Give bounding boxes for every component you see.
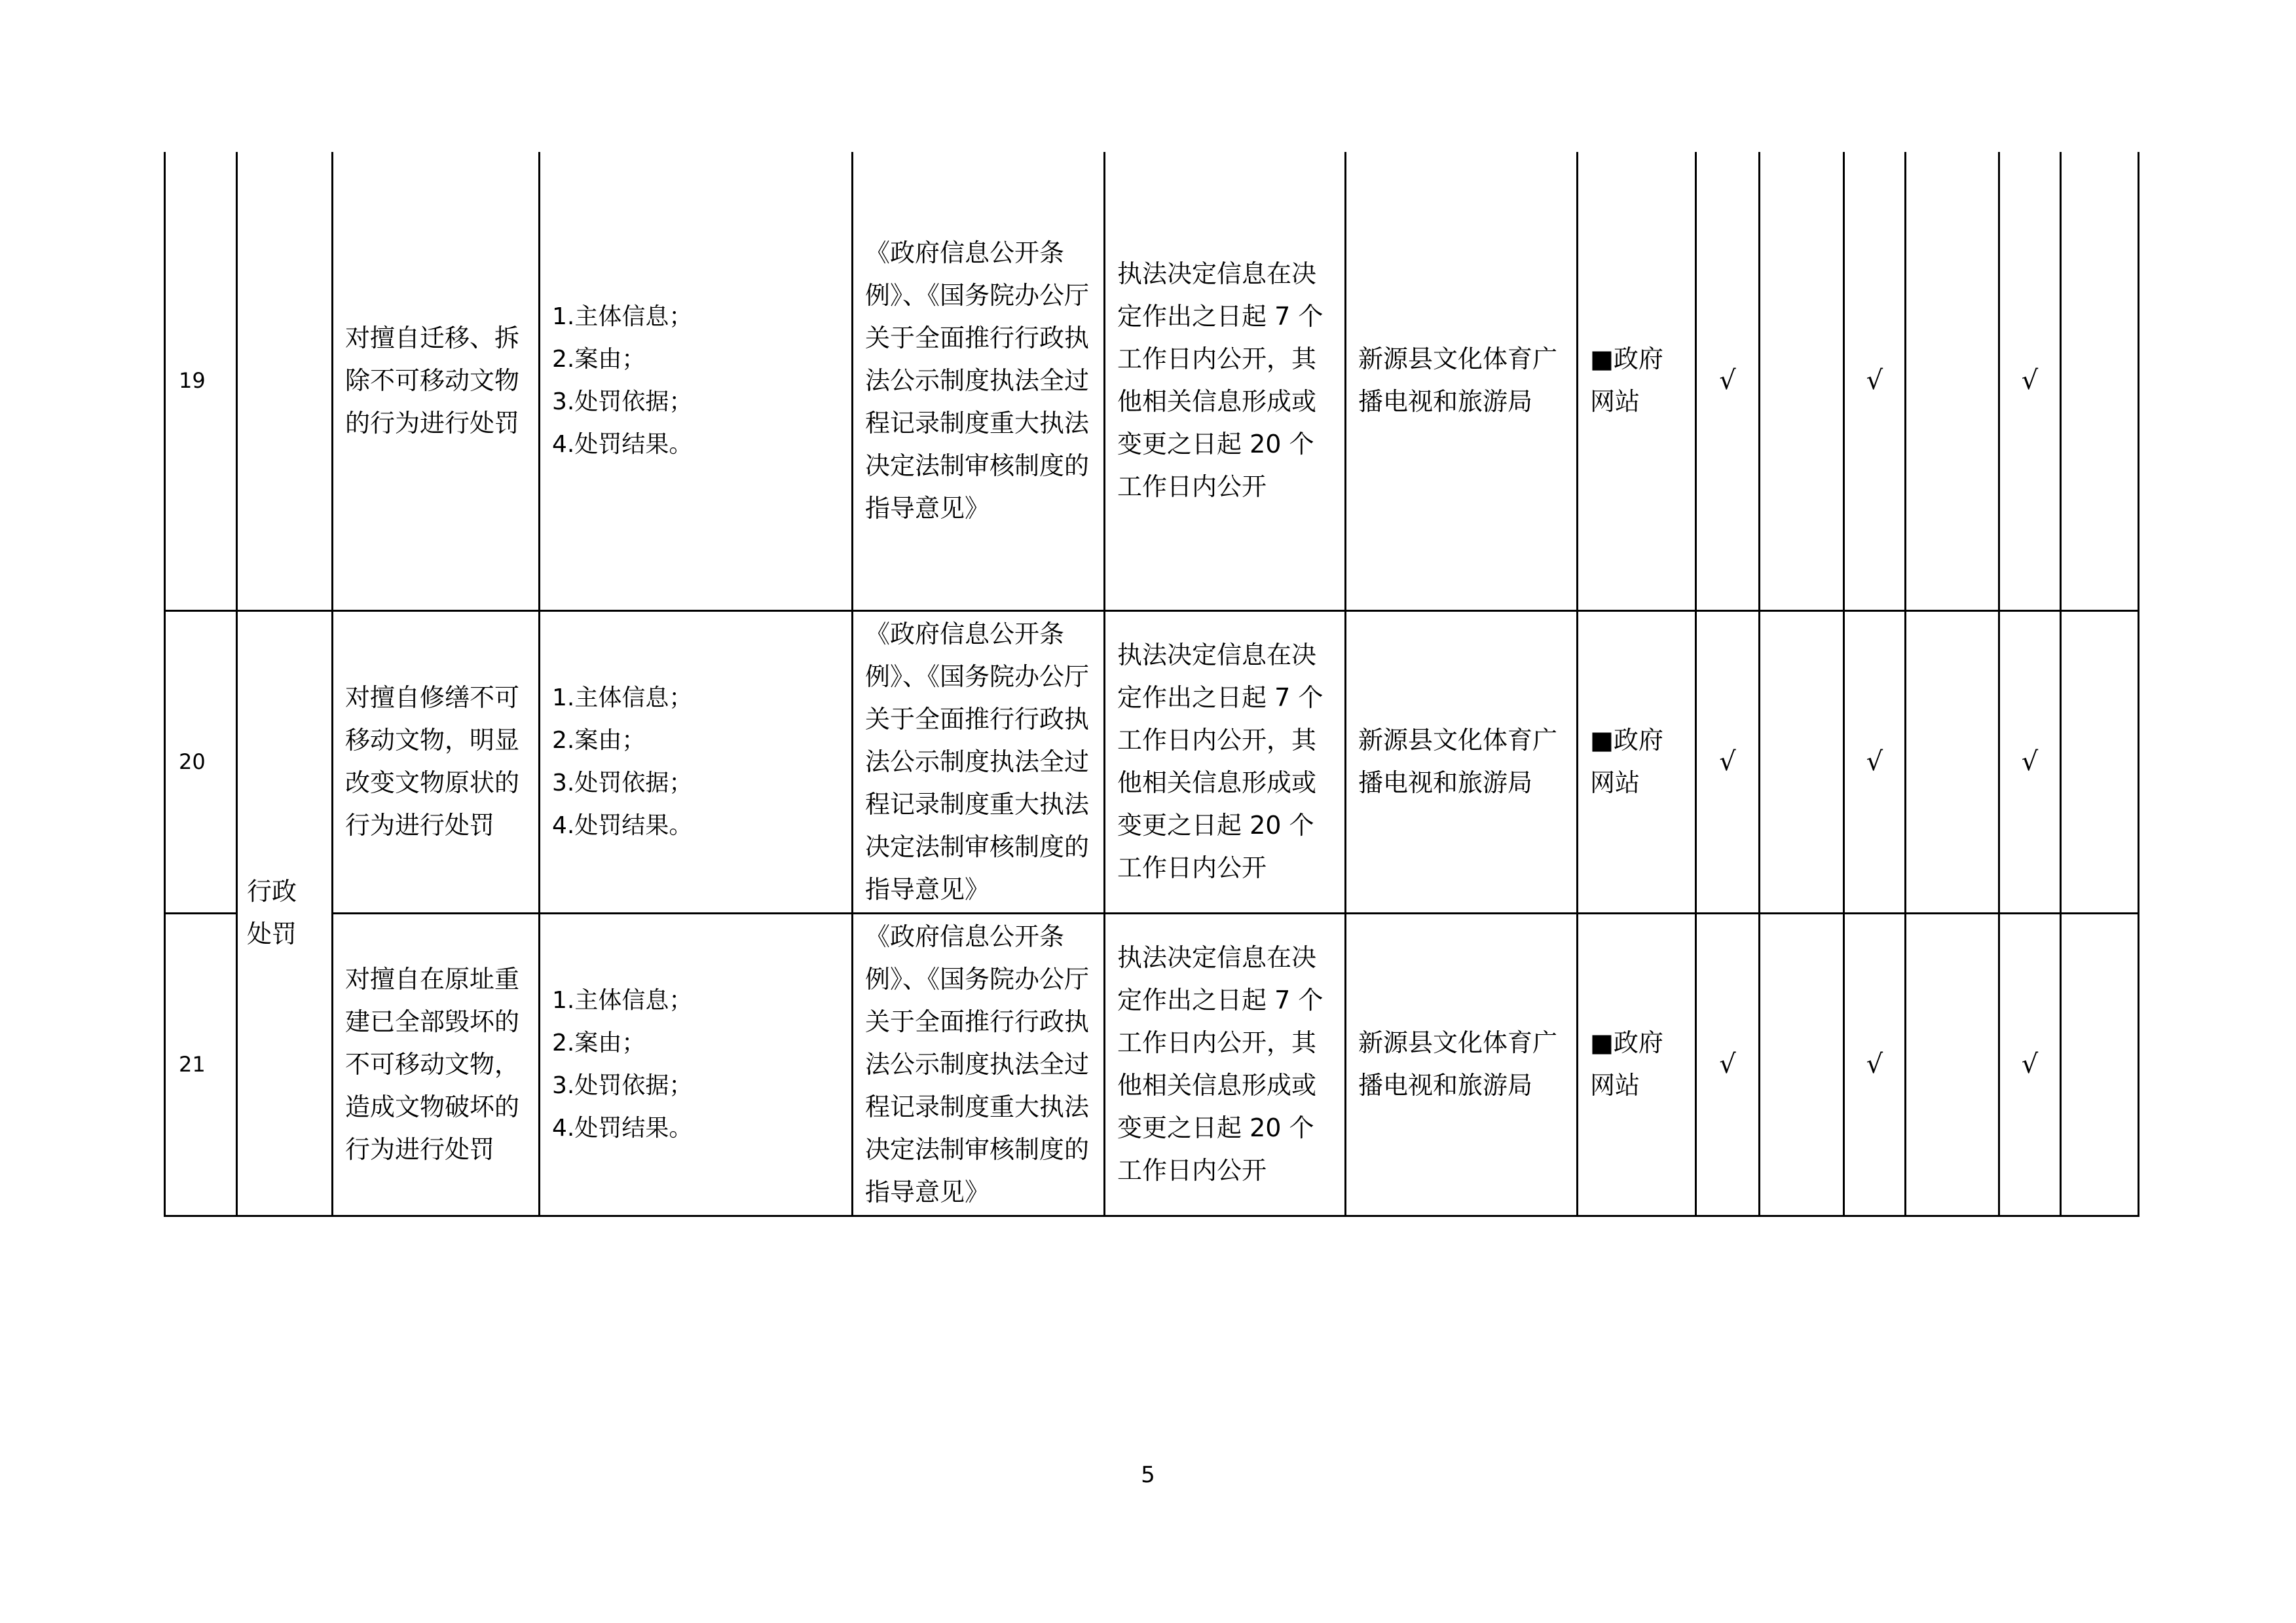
agency-cell: 新源县文化体育广播电视和旅游局 [1346, 152, 1578, 610]
empty-cell [2061, 913, 2139, 1216]
basis-text: 《政府信息公开条例》、《国务院办公厅关于全面推行行政执法公示制度执法全过程记录制度重大执法决定法制审核制度的指导意见》 [865, 922, 1090, 1206]
basis-cell [853, 913, 1105, 1216]
category-label: 行政 处罚 [247, 877, 297, 948]
content-line: 3.处罚依据； [552, 388, 693, 416]
check-mark: √ [1844, 610, 1906, 913]
content-line: 2.案由； [552, 1030, 646, 1056]
check-mark: √ [1696, 610, 1760, 913]
category-cell-empty [237, 152, 333, 610]
timeline-cell: 执法决定信息在决定作出之日起 7 个工作日内公开，其他相关信息形成或变更之日起 20 个工作日内公开 [1105, 152, 1346, 610]
check-mark: √ [1844, 152, 1906, 610]
item-cell: 对擅自迁移、拆除不可移动文物的行为进行处罚 [333, 152, 540, 610]
content-line: 1.主体信息； [552, 684, 693, 711]
content-line: 1.主体信息； [552, 303, 693, 331]
disclosure-table [164, 152, 2139, 1217]
check-mark: √ [1844, 913, 1906, 1216]
content-line: 2.案由； [552, 727, 646, 754]
empty-cell [1906, 152, 1999, 610]
content-cell [540, 152, 853, 610]
content-line: 2.案由； [552, 346, 646, 373]
content-line: 4.处罚结果。 [552, 812, 693, 839]
content-line: 3.处罚依据； [552, 770, 693, 796]
empty-cell [1760, 913, 1844, 1216]
basis-cell [853, 152, 1105, 610]
table-row [165, 610, 2139, 913]
agency-cell: 新源县文化体育广播电视和旅游局 [1346, 610, 1578, 913]
content-line: 1.主体信息； [552, 987, 693, 1014]
content-line: 3.处罚依据； [552, 1072, 693, 1099]
empty-cell [1760, 152, 1844, 610]
empty-cell [2061, 152, 2139, 610]
channel-cell: ■政府网站 [1578, 610, 1696, 913]
content-cell [540, 913, 853, 1216]
timeline-cell: 执法决定信息在决定作出之日起 7 个工作日内公开，其他相关信息形成或变更之日起 20 个工作日内公开 [1105, 610, 1346, 913]
channel-cell: ■政府网站 [1578, 152, 1696, 610]
content-line: 4.处罚结果。 [552, 431, 693, 458]
basis-text: 《政府信息公开条例》、《国务院办公厅关于全面推行行政执法公示制度执法全过程记录制度重大执法决定法制审核制度的指导意见》 [865, 238, 1090, 523]
item-cell: 对擅自修缮不可移动文物，明显改变文物原状的行为进行处罚 [333, 610, 540, 913]
row-number: 20 [165, 610, 237, 913]
check-mark: √ [1999, 152, 2061, 610]
channel-cell: ■政府网站 [1578, 913, 1696, 1216]
row-number: 19 [165, 152, 237, 610]
empty-cell [1906, 610, 1999, 913]
table-row [165, 913, 2139, 1216]
basis-cell [853, 610, 1105, 913]
row-number: 21 [165, 913, 237, 1216]
item-cell: 对擅自在原址重建已全部毁坏的不可移动文物，造成文物破坏的行为进行处罚 [333, 913, 540, 1216]
empty-cell [1760, 610, 1844, 913]
basis-text: 《政府信息公开条例》、《国务院办公厅关于全面推行行政执法公示制度执法全过程记录制度重大执法决定法制审核制度的指导意见》 [865, 619, 1090, 904]
agency-cell: 新源县文化体育广播电视和旅游局 [1346, 913, 1578, 1216]
table-row [165, 152, 2139, 610]
empty-cell [2061, 610, 2139, 913]
category-cell [237, 610, 333, 1216]
content-cell [540, 610, 853, 913]
check-mark: √ [1999, 913, 2061, 1216]
check-mark: √ [1696, 913, 1760, 1216]
check-mark: √ [1696, 152, 1760, 610]
content-line: 4.处罚结果。 [552, 1115, 693, 1142]
check-mark: √ [1999, 610, 2061, 913]
page-number: 5 [1141, 1462, 1155, 1488]
empty-cell [1906, 913, 1999, 1216]
timeline-cell: 执法决定信息在决定作出之日起 7 个工作日内公开，其他相关信息形成或变更之日起 20 个工作日内公开 [1105, 913, 1346, 1216]
